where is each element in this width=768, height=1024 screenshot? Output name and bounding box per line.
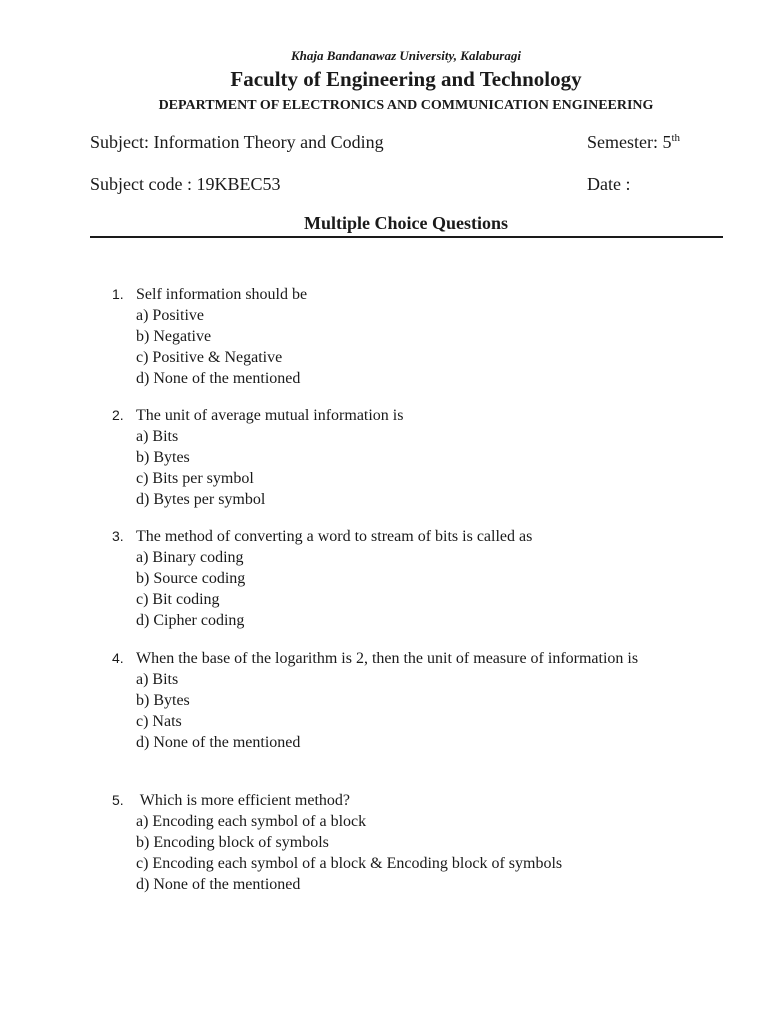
question-text: When the base of the logarithm is 2, then the unit of measure of information is (136, 650, 639, 667)
department-name: DEPARTMENT OF ELECTRONICS AND COMMUNICATION ENGINEERING (158, 98, 654, 113)
option-d: d) Cipher coding (136, 612, 245, 629)
option-d: d) None of the mentioned (136, 370, 301, 387)
question-number: 3. (112, 528, 124, 544)
option-list (136, 547, 532, 631)
question-4 (112, 648, 638, 753)
option-b: b) Negative (136, 328, 212, 345)
option-c: c) Bits per symbol (136, 470, 254, 487)
subject-code-line: Subject code : 19KBEC53 (90, 174, 281, 194)
question-text: Self information should be (136, 286, 308, 303)
option-c: c) Positive & Negative (136, 349, 283, 366)
option-d: d) None of the mentioned (136, 734, 301, 751)
option-c: c) Bit coding (136, 591, 220, 608)
question-number: 2. (112, 407, 124, 423)
option-list (136, 426, 403, 510)
option-b: b) Bytes (136, 449, 190, 466)
faculty-name: Faculty of Engineering and Technology (230, 67, 582, 91)
date-line: Date : (587, 174, 631, 194)
option-list (136, 811, 562, 895)
question-3 (112, 526, 532, 631)
subject-line: Subject: Information Theory and Coding (90, 132, 384, 152)
option-a: a) Positive (136, 307, 204, 324)
option-a: a) Binary coding (136, 549, 244, 566)
semester-suffix: th (671, 132, 681, 144)
question-text: Which is more efficient method? (136, 792, 351, 809)
semester-label: Semester: 5 (587, 132, 672, 152)
option-a: a) Encoding each symbol of a block (136, 813, 367, 830)
option-a: a) Bits (136, 671, 179, 688)
question-text: The unit of average mutual information is (136, 407, 404, 424)
question-number: 4. (112, 650, 124, 666)
option-d: d) Bytes per symbol (136, 491, 266, 508)
option-list (136, 305, 307, 389)
semester-line (587, 132, 680, 153)
question-text: The method of converting a word to stream of bits is called as (136, 528, 533, 545)
option-b: b) Bytes (136, 692, 190, 709)
option-a: a) Bits (136, 428, 179, 445)
option-c: c) Nats (136, 713, 182, 730)
question-1 (112, 284, 307, 389)
section-title: Multiple Choice Questions (303, 213, 508, 233)
option-c: c) Encoding each symbol of a block & Encoding block of symbols (136, 855, 563, 872)
question-number: 5. (112, 792, 124, 808)
question-5 (112, 790, 562, 895)
university-name: Khaja Bandanawaz University, Kalaburagi (291, 48, 521, 63)
option-b: b) Encoding block of symbols (136, 834, 329, 851)
title-underline (90, 236, 723, 238)
option-d: d) None of the mentioned (136, 876, 301, 893)
option-list (136, 669, 638, 753)
option-b: b) Source coding (136, 570, 246, 587)
question-2 (112, 405, 403, 510)
question-number: 1. (112, 286, 124, 302)
